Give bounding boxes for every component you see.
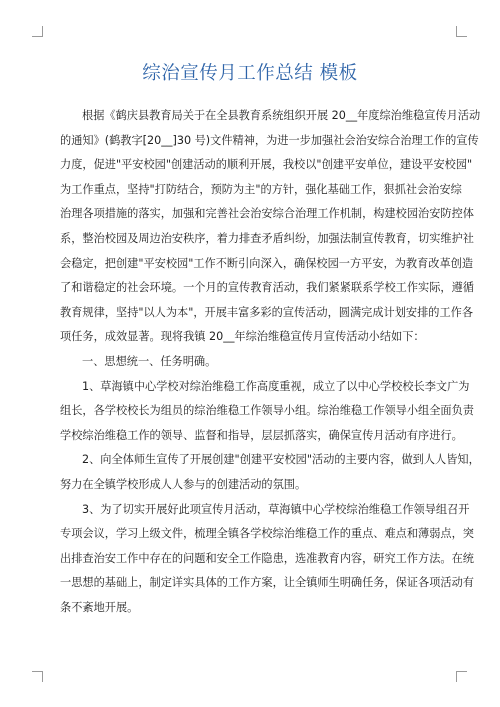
crop-mark-bottom-right bbox=[456, 671, 467, 682]
paragraph-line: 专项会议，学习上级文件，梳理全镇各学校综治维稳工作的重点、难点和薄弱点，突 bbox=[60, 527, 474, 541]
heading-line: 一、思想统一、任务明确。 bbox=[82, 354, 217, 368]
document-title: 综治宣传月工作总结 模板 bbox=[142, 63, 358, 84]
paragraph-line: 2、向全体师生宣传了开展创建"创建平安校园"活动的主要内容，做到人人皆知， bbox=[82, 453, 480, 467]
paragraph-line: 为工作重点，坚持"打防结合，预防为主"的方针，强化基础工作，狠抓社会治安综 bbox=[60, 182, 462, 196]
paragraph-line: 努力在全镇学校形成人人参与的创建活动的氛围。 bbox=[60, 477, 307, 491]
paragraph-line: 1、草海镇中心学校对综治维稳工作高度重视，成立了以中心学校校长李文广为 bbox=[82, 379, 470, 393]
paragraph-line: 根据《鹤庆县教育局关于在全县教育系统组织开展 20__年度综治维稳宣传月活动 bbox=[82, 109, 481, 122]
paragraph-line: 学校综治维稳工作的领导、监督和指导，层层抓落实，确保宣传月活动有序进行。 bbox=[60, 428, 463, 442]
paragraph-item-2 bbox=[60, 448, 480, 497]
paragraph-line: 的通知》(鹤教字[20__]30 号)文件精神，为进一步加强社会治安综合治理工作的宣传 bbox=[60, 133, 479, 147]
paragraph-line: 项任务，成效显著。现将我镇 20__年综治维稳宣传月宣传活动小结如下： bbox=[60, 330, 425, 344]
paragraph-line: 治理各项措施的落实，加强和完善社会治安综合治理工作机制，构建校园治安防控体 bbox=[60, 207, 474, 221]
paragraph-line: 力度，促进"平安校园"创建活动的顺利开展，我校以"创建平安单位，建设平安校园" bbox=[60, 158, 473, 172]
paragraph-line: 教育规律，坚持"以人为本"，开展丰富多彩的宣传活动，圆满完成计划安排的工作各 bbox=[60, 305, 474, 319]
crop-mark-top-left bbox=[32, 26, 43, 37]
paragraph-line: 出排查治安工作中存在的问题和安全工作隐患，选准教育内容，研究工作方法。在统 bbox=[60, 551, 474, 565]
paragraph-line: 系，整治校园及周边治安秩序，着力排查矛盾纠纷，加强法制宣传教育，切实维护社 bbox=[60, 231, 474, 245]
paragraph-line: 一思想的基础上，制定详实具体的工作方案，让全镇师生明确任务，保证各项活动有 bbox=[60, 576, 474, 590]
paragraph-line: 会稳定，把创建"平安校园"工作不断引向深入，确保校园一方平安，为教育改革创造 bbox=[60, 256, 474, 270]
paragraph-item-3 bbox=[60, 498, 474, 621]
paragraph-line: 3、为了切实开展好此项宣传月活动，草海镇中心学校综治维稳工作领导组召开 bbox=[82, 502, 470, 516]
paragraph-line: 条不紊地开展。 bbox=[60, 600, 139, 614]
paragraph-line: 了和谐稳定的社会环境。一个月的宣传教育活动，我们紧紧联系学校工作实际，遵循 bbox=[60, 281, 474, 295]
section-heading bbox=[60, 350, 440, 375]
paragraph-line: 组长，各学校校长为组员的综治维稳工作领导小组。综治维稳工作领导小组全面负责 bbox=[60, 404, 474, 418]
crop-mark-top-right bbox=[456, 26, 467, 37]
document-body bbox=[60, 104, 481, 620]
paragraph-intro bbox=[60, 104, 481, 350]
paragraph-item-1 bbox=[60, 375, 474, 449]
crop-mark-bottom-left bbox=[32, 671, 43, 682]
